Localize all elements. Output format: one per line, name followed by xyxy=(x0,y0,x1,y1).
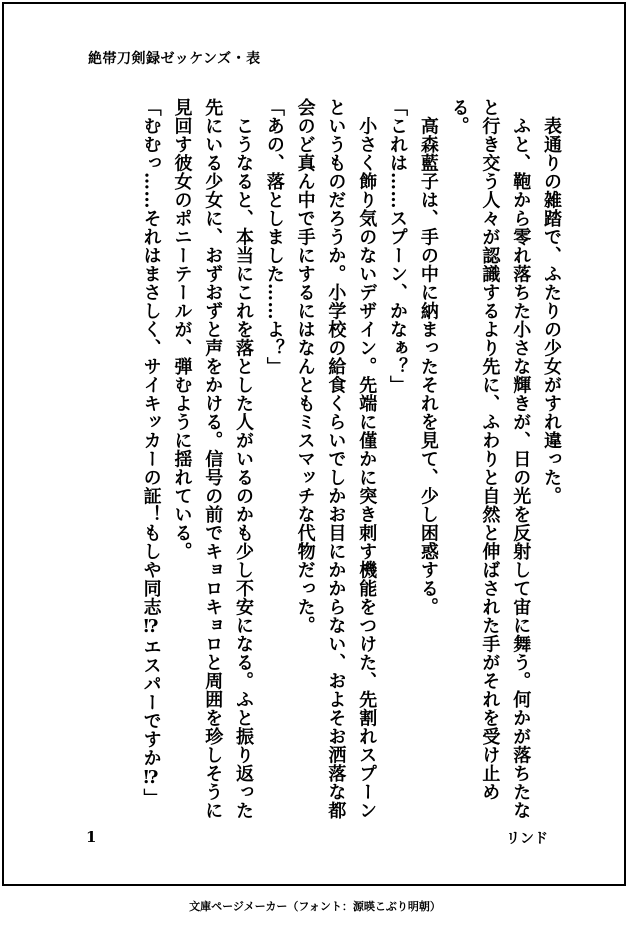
running-head-title: 絶帯刀剣録ゼッケンズ・表 xyxy=(88,51,261,67)
paragraph: 小さく飾り気のないデザイン。先端に僅かに突き刺す機能をつけた、先割れスプーンというものだろうか。小学校の給食くらいでしかお目にかからない、およそお洒落な都会のど真ん中で手にするにはなんともミスマッチな代物だった。 xyxy=(294,98,378,820)
paragraph: 「これは……スプーン、かなぁ？」 xyxy=(387,98,409,394)
paragraph: 表通りの雑踏で、ふたりの少女がすれ違った。 xyxy=(541,98,562,505)
paragraph: 「あの、落としました……よ？」 xyxy=(263,98,285,376)
paragraph: 高森藍子は、手の中に納まったそれを見て、少し困惑する。 xyxy=(417,98,439,616)
paragraph: ふと、鞄から零れ落ちた小さな輝きが、日の光を反射して宙に舞う。何かが落ちたなと行き交う人々が認識するより先に、ふわりと自然と伸ばされた手がそれを受け止める。 xyxy=(448,98,532,820)
paragraph: こうなると、本当にこれを落とした人がいるのかも少し不安になる。ふと振り返った先にいる少女に、おずおずと声をかける。信号の前でキョロキョロと周囲を珍しそうに見回す彼女のポニーテールが、弾むように揺れている。 xyxy=(171,98,255,820)
paragraph: 「むむっ……それはまさしく、サイキッカーの証！もしや同志⁉エスパーですか⁉」 xyxy=(140,98,162,807)
body-text xyxy=(72,98,566,820)
page-frame xyxy=(2,2,626,886)
footer-credit: 文庫ページメーカー（フォント：源暎こぶり明朝） xyxy=(189,900,441,913)
page-number: 1 xyxy=(86,828,97,846)
author-name: リンド xyxy=(506,831,548,847)
